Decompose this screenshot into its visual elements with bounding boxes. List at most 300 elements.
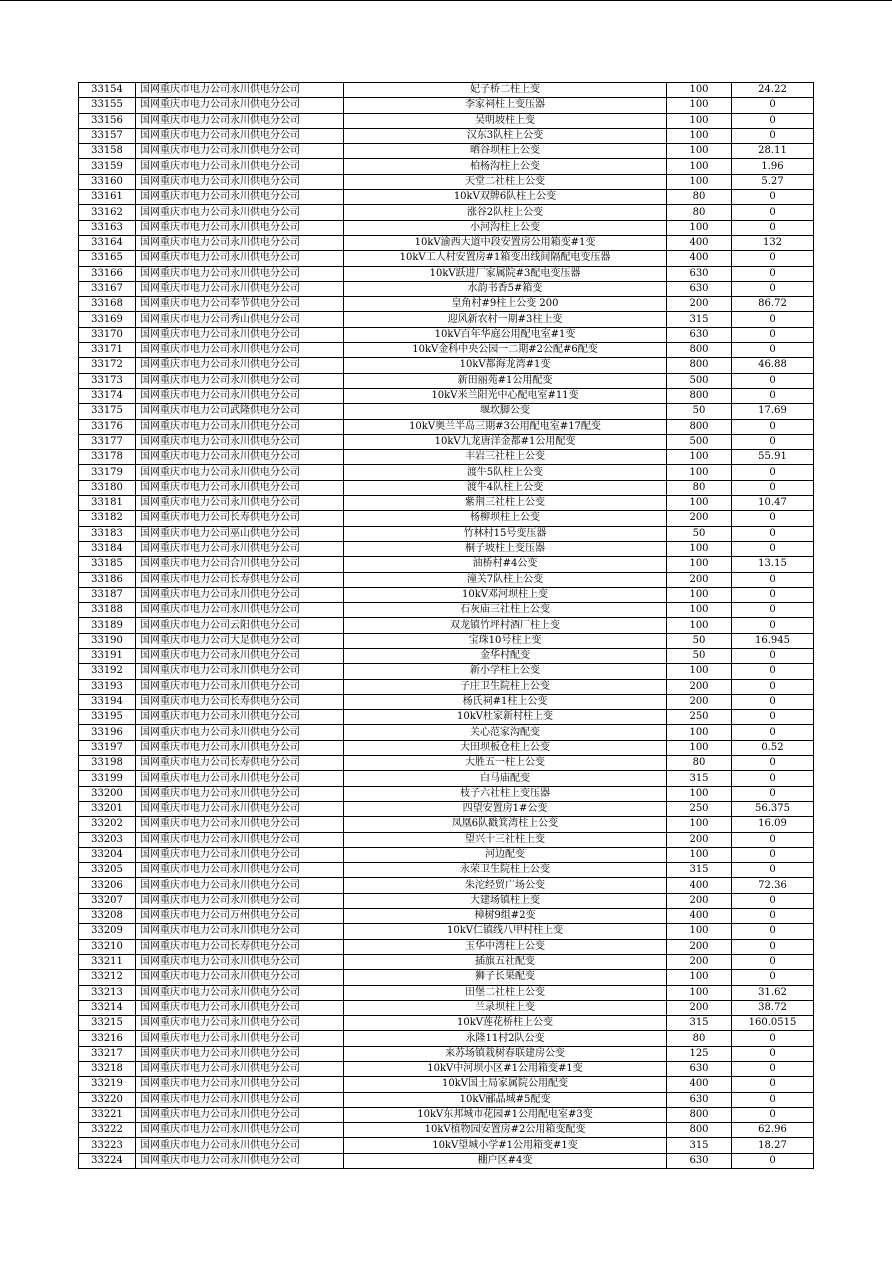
cell-capacity: 100	[667, 725, 732, 740]
cell-value: 0	[732, 909, 814, 924]
cell-transformer-name: 潼关7队柱上公变	[344, 572, 667, 587]
cell-value: 0	[732, 343, 814, 358]
cell-capacity: 100	[667, 128, 732, 143]
cell-capacity: 800	[667, 343, 732, 358]
cell-transformer-name: 玉华中湾柱上公变	[344, 939, 667, 954]
cell-capacity: 50	[667, 633, 732, 648]
cell-company: 国网重庆市电力公司永川供电分公司	[136, 710, 344, 725]
cell-company: 国网重庆市电力公司永川供电分公司	[136, 128, 344, 143]
cell-capacity: 315	[667, 863, 732, 878]
cell-capacity: 200	[667, 954, 732, 969]
table-row	[79, 205, 814, 220]
cell-id: 33183	[79, 526, 136, 541]
table-row	[79, 98, 814, 113]
cell-company: 国网重庆市电力公司合川供电分公司	[136, 557, 344, 572]
transformer-table	[78, 82, 814, 1169]
cell-capacity: 100	[667, 557, 732, 572]
cell-id: 33199	[79, 771, 136, 786]
cell-value: 0	[732, 205, 814, 220]
cell-id: 33214	[79, 1000, 136, 1015]
cell-id: 33209	[79, 924, 136, 939]
cell-transformer-name: 子庄卫生院柱上公变	[344, 679, 667, 694]
cell-transformer-name: 渡牛5队柱上公变	[344, 465, 667, 480]
cell-transformer-name: 凤凰6队戳箕湾柱上公变	[344, 817, 667, 832]
cell-transformer-name: 李家祠柱上变压器	[344, 98, 667, 113]
cell-transformer-name: 新小学柱上公变	[344, 664, 667, 679]
cell-value: 0	[732, 694, 814, 709]
table-row	[79, 1107, 814, 1122]
cell-company: 国网重庆市电力公司永川供电分公司	[136, 725, 344, 740]
cell-company: 国网重庆市电力公司永川供电分公司	[136, 1107, 344, 1122]
cell-capacity: 800	[667, 1123, 732, 1138]
cell-transformer-name: 紫荆三社柱上公变	[344, 496, 667, 511]
cell-id: 33170	[79, 327, 136, 342]
cell-transformer-name: 10kV百年华庭公用配电室#1变	[344, 327, 667, 342]
cell-id: 33154	[79, 83, 136, 98]
cell-transformer-name: 田堡二社柱上公变	[344, 985, 667, 1000]
cell-value: 0	[732, 220, 814, 235]
cell-company: 国网重庆市电力公司奉节供电分公司	[136, 297, 344, 312]
cell-id: 33173	[79, 373, 136, 388]
cell-transformer-name: 杨氏祠#1柱上公变	[344, 694, 667, 709]
cell-transformer-name: 石灰庙三社柱上公变	[344, 603, 667, 618]
table-row	[79, 786, 814, 801]
cell-value: 0	[732, 281, 814, 296]
cell-capacity: 100	[667, 970, 732, 985]
cell-transformer-name: 竹林村15号变压器	[344, 526, 667, 541]
cell-capacity: 100	[667, 98, 732, 113]
cell-company: 国网重庆市电力公司永川供电分公司	[136, 1046, 344, 1061]
cell-transformer-name: 丰岩三社柱上公变	[344, 450, 667, 465]
cell-transformer-name: 10kV九龙唐洋金都#1公用配变	[344, 434, 667, 449]
cell-transformer-name: 10kV奥兰半岛三期#3公用配电室#17配变	[344, 419, 667, 434]
table-row	[79, 1016, 814, 1031]
cell-company: 国网重庆市电力公司永川供电分公司	[136, 266, 344, 281]
cell-company: 国网重庆市电力公司永川供电分公司	[136, 863, 344, 878]
cell-value: 0	[732, 312, 814, 327]
table-row	[79, 954, 814, 969]
cell-transformer-name: 10kV杜家新村柱上变	[344, 710, 667, 725]
table-row	[79, 970, 814, 985]
cell-transformer-name: 10kV邓河坝柱上变	[344, 587, 667, 602]
cell-capacity: 400	[667, 878, 732, 893]
cell-capacity: 50	[667, 526, 732, 541]
cell-id: 33165	[79, 251, 136, 266]
cell-value: 72.36	[732, 878, 814, 893]
cell-company: 国网重庆市电力公司永川供电分公司	[136, 251, 344, 266]
cell-company: 国网重庆市电力公司永川供电分公司	[136, 847, 344, 862]
cell-transformer-name: 天堂二社柱上公变	[344, 174, 667, 189]
table-row	[79, 863, 814, 878]
cell-company: 国网重庆市电力公司永川供电分公司	[136, 144, 344, 159]
cell-value: 0	[732, 847, 814, 862]
cell-company: 国网重庆市电力公司永川供电分公司	[136, 1153, 344, 1168]
cell-value: 28.11	[732, 144, 814, 159]
cell-capacity: 315	[667, 312, 732, 327]
cell-capacity: 800	[667, 1107, 732, 1122]
cell-capacity: 100	[667, 786, 732, 801]
cell-company: 国网重庆市电力公司永川供电分公司	[136, 603, 344, 618]
cell-id: 33198	[79, 756, 136, 771]
cell-value: 0	[732, 725, 814, 740]
cell-company: 国网重庆市电力公司永川供电分公司	[136, 1031, 344, 1046]
table-row	[79, 924, 814, 939]
cell-capacity: 100	[667, 985, 732, 1000]
cell-id: 33184	[79, 541, 136, 556]
cell-company: 国网重庆市电力公司永川供电分公司	[136, 113, 344, 128]
table-row	[79, 878, 814, 893]
table-row	[79, 388, 814, 403]
cell-value: 0	[732, 1062, 814, 1077]
cell-transformer-name: 兰录坝柱上变	[344, 1000, 667, 1015]
cell-value: 24.22	[732, 83, 814, 98]
cell-value: 0	[732, 419, 814, 434]
table-row	[79, 526, 814, 541]
cell-capacity: 100	[667, 174, 732, 189]
cell-company: 国网重庆市电力公司永川供电分公司	[136, 343, 344, 358]
cell-id: 33202	[79, 817, 136, 832]
cell-id: 33175	[79, 404, 136, 419]
cell-id: 33190	[79, 633, 136, 648]
cell-id: 33164	[79, 235, 136, 250]
cell-id: 33167	[79, 281, 136, 296]
cell-company: 国网重庆市电力公司长寿供电分公司	[136, 572, 344, 587]
cell-id: 33208	[79, 909, 136, 924]
cell-id: 33204	[79, 847, 136, 862]
table-row	[79, 251, 814, 266]
cell-transformer-name: 狮子长果配变	[344, 970, 667, 985]
cell-company: 国网重庆市电力公司永川供电分公司	[136, 327, 344, 342]
cell-id: 33213	[79, 985, 136, 1000]
cell-capacity: 315	[667, 1016, 732, 1031]
cell-value: 0	[732, 664, 814, 679]
cell-id: 33218	[79, 1062, 136, 1077]
cell-transformer-name: 涨谷2队柱上公变	[344, 205, 667, 220]
cell-capacity: 200	[667, 893, 732, 908]
cell-capacity: 80	[667, 480, 732, 495]
cell-company: 国网重庆市电力公司永川供电分公司	[136, 985, 344, 1000]
cell-company: 国网重庆市电力公司永川供电分公司	[136, 281, 344, 296]
cell-transformer-name: 小河沟柱上公变	[344, 220, 667, 235]
table-row	[79, 1062, 814, 1077]
cell-id: 33186	[79, 572, 136, 587]
cell-capacity: 100	[667, 664, 732, 679]
cell-company: 国网重庆市电力公司云阳供电分公司	[136, 618, 344, 633]
cell-id: 33176	[79, 419, 136, 434]
table-row	[79, 572, 814, 587]
cell-value: 0	[732, 832, 814, 847]
cell-transformer-name: 渡牛4队柱上公变	[344, 480, 667, 495]
cell-value: 0	[732, 603, 814, 618]
cell-value: 0	[732, 98, 814, 113]
cell-capacity: 630	[667, 281, 732, 296]
cell-capacity: 80	[667, 756, 732, 771]
cell-transformer-name: 10kV莲花桥柱上公变	[344, 1016, 667, 1031]
cell-id: 33166	[79, 266, 136, 281]
table-row	[79, 235, 814, 250]
cell-id: 33222	[79, 1123, 136, 1138]
cell-value: 0	[732, 970, 814, 985]
cell-company: 国网重庆市电力公司长寿供电分公司	[136, 694, 344, 709]
cell-transformer-name: 永隆11村2队公变	[344, 1031, 667, 1046]
cell-company: 国网重庆市电力公司永川供电分公司	[136, 159, 344, 174]
cell-id: 33200	[79, 786, 136, 801]
table-row	[79, 419, 814, 434]
cell-capacity: 80	[667, 190, 732, 205]
table-row	[79, 694, 814, 709]
table-row	[79, 557, 814, 572]
cell-value: 160.0515	[732, 1016, 814, 1031]
cell-transformer-name: 晒谷坝柱上公变	[344, 144, 667, 159]
cell-transformer-name: 枝子六社柱上变压器	[344, 786, 667, 801]
cell-value: 0	[732, 1107, 814, 1122]
cell-capacity: 100	[667, 113, 732, 128]
table-row	[79, 909, 814, 924]
cell-transformer-name: 宝珠10号柱上变	[344, 633, 667, 648]
cell-id: 33159	[79, 159, 136, 174]
table-row	[79, 297, 814, 312]
cell-capacity: 50	[667, 404, 732, 419]
cell-value: 0	[732, 710, 814, 725]
cell-capacity: 630	[667, 1092, 732, 1107]
cell-capacity: 100	[667, 587, 732, 602]
cell-value: 0	[732, 251, 814, 266]
cell-capacity: 400	[667, 235, 732, 250]
cell-transformer-name: 10kV跃进厂家属院#3配电变压器	[344, 266, 667, 281]
cell-transformer-name: 10kV工人村安置房#1箱变出线间隔配电变压器	[344, 251, 667, 266]
cell-id: 33188	[79, 603, 136, 618]
cell-capacity: 200	[667, 939, 732, 954]
cell-value: 0	[732, 587, 814, 602]
cell-transformer-name: 10kV中河坝小区#1公用箱变#1变	[344, 1062, 667, 1077]
cell-transformer-name: 插旗五社配变	[344, 954, 667, 969]
cell-id: 33158	[79, 144, 136, 159]
cell-transformer-name: 迎风新农村一期#3柱上变	[344, 312, 667, 327]
cell-id: 33171	[79, 343, 136, 358]
cell-value: 0	[732, 511, 814, 526]
cell-id: 33220	[79, 1092, 136, 1107]
cell-company: 国网重庆市电力公司永川供电分公司	[136, 235, 344, 250]
cell-company: 国网重庆市电力公司永川供电分公司	[136, 480, 344, 495]
cell-capacity: 500	[667, 373, 732, 388]
cell-value: 18.27	[732, 1138, 814, 1153]
table-row	[79, 1000, 814, 1015]
table-row	[79, 587, 814, 602]
cell-capacity: 100	[667, 618, 732, 633]
table-row	[79, 159, 814, 174]
cell-capacity: 100	[667, 220, 732, 235]
cell-capacity: 200	[667, 694, 732, 709]
cell-company: 国网重庆市电力公司永川供电分公司	[136, 1077, 344, 1092]
cell-capacity: 100	[667, 924, 732, 939]
cell-id: 33194	[79, 694, 136, 709]
cell-company: 国网重庆市电力公司永川供电分公司	[136, 190, 344, 205]
cell-company: 国网重庆市电力公司永川供电分公司	[136, 541, 344, 556]
cell-value: 0	[732, 480, 814, 495]
cell-company: 国网重庆市电力公司永川供电分公司	[136, 878, 344, 893]
cell-transformer-name: 妃子桥二柱上变	[344, 83, 667, 98]
cell-transformer-name: 关心范家沟配变	[344, 725, 667, 740]
cell-transformer-name: 油桥村#4公变	[344, 557, 667, 572]
cell-capacity: 100	[667, 740, 732, 755]
cell-id: 33160	[79, 174, 136, 189]
cell-id: 33174	[79, 388, 136, 403]
cell-company: 国网重庆市电力公司长寿供电分公司	[136, 756, 344, 771]
table-row	[79, 83, 814, 98]
cell-id: 33163	[79, 220, 136, 235]
table-row	[79, 496, 814, 511]
cell-id: 33193	[79, 679, 136, 694]
cell-id: 33161	[79, 190, 136, 205]
table-row	[79, 312, 814, 327]
cell-company: 国网重庆市电力公司永川供电分公司	[136, 450, 344, 465]
cell-company: 国网重庆市电力公司永川供电分公司	[136, 1138, 344, 1153]
cell-value: 62.96	[732, 1123, 814, 1138]
cell-capacity: 315	[667, 771, 732, 786]
cell-value: 0	[732, 373, 814, 388]
cell-capacity: 80	[667, 1031, 732, 1046]
cell-capacity: 100	[667, 83, 732, 98]
cell-company: 国网重庆市电力公司永川供电分公司	[136, 419, 344, 434]
cell-value: 0.52	[732, 740, 814, 755]
cell-value: 0	[732, 648, 814, 663]
cell-company: 国网重庆市电力公司永川供电分公司	[136, 740, 344, 755]
cell-transformer-name: 10kV渝西大道中段安置房公用箱变#1变	[344, 235, 667, 250]
cell-company: 国网重庆市电力公司永川供电分公司	[136, 771, 344, 786]
cell-capacity: 100	[667, 603, 732, 618]
cell-value: 0	[732, 526, 814, 541]
table-row	[79, 1077, 814, 1092]
table-row	[79, 358, 814, 373]
cell-company: 国网重庆市电力公司永川供电分公司	[136, 893, 344, 908]
cell-capacity: 125	[667, 1046, 732, 1061]
cell-company: 国网重庆市电力公司永川供电分公司	[136, 174, 344, 189]
cell-value: 16.945	[732, 633, 814, 648]
cell-transformer-name: 新田丽苑#1公用配变	[344, 373, 667, 388]
cell-id: 33210	[79, 939, 136, 954]
cell-transformer-name: 皇角村#9柱上公变 200	[344, 297, 667, 312]
cell-value: 0	[732, 679, 814, 694]
cell-id: 33187	[79, 587, 136, 602]
cell-company: 国网重庆市电力公司长寿供电分公司	[136, 511, 344, 526]
table-row	[79, 190, 814, 205]
cell-transformer-name: 大胜五一柱上公变	[344, 756, 667, 771]
cell-value: 0	[732, 924, 814, 939]
cell-transformer-name: 汉东3队柱上公变	[344, 128, 667, 143]
cell-id: 33189	[79, 618, 136, 633]
cell-value: 0	[732, 756, 814, 771]
cell-capacity: 630	[667, 266, 732, 281]
table-row	[79, 450, 814, 465]
cell-company: 国网重庆市电力公司大足供电分公司	[136, 633, 344, 648]
cell-capacity: 100	[667, 465, 732, 480]
cell-capacity: 200	[667, 297, 732, 312]
table-row	[79, 756, 814, 771]
cell-company: 国网重庆市电力公司永川供电分公司	[136, 924, 344, 939]
table-row	[79, 679, 814, 694]
cell-id: 33169	[79, 312, 136, 327]
table-row	[79, 511, 814, 526]
table-row	[79, 893, 814, 908]
cell-id: 33162	[79, 205, 136, 220]
cell-value: 10.47	[732, 496, 814, 511]
cell-company: 国网重庆市电力公司永川供电分公司	[136, 954, 344, 969]
cell-company: 国网重庆市电力公司永川供电分公司	[136, 1062, 344, 1077]
table-row	[79, 113, 814, 128]
cell-company: 国网重庆市电力公司永川供电分公司	[136, 373, 344, 388]
cell-transformer-name: 望兴十三社柱上变	[344, 832, 667, 847]
table-row	[79, 343, 814, 358]
cell-id: 33215	[79, 1016, 136, 1031]
cell-id: 33191	[79, 648, 136, 663]
cell-value: 0	[732, 1031, 814, 1046]
table-row	[79, 1031, 814, 1046]
cell-value: 0	[732, 893, 814, 908]
table-row	[79, 985, 814, 1000]
cell-id: 33155	[79, 98, 136, 113]
table-body	[79, 83, 814, 1169]
cell-transformer-name: 白马庙配变	[344, 771, 667, 786]
cell-transformer-name: 10kV望城小学#1公用箱变#1变	[344, 1138, 667, 1153]
cell-id: 33196	[79, 725, 136, 740]
cell-company: 国网重庆市电力公司万州供电分公司	[136, 909, 344, 924]
cell-transformer-name: 10kV双牌6队柱上公变	[344, 190, 667, 205]
cell-transformer-name: 永荣卫生院柱上公变	[344, 863, 667, 878]
cell-company: 国网重庆市电力公司永川供电分公司	[136, 83, 344, 98]
cell-value: 0	[732, 113, 814, 128]
cell-transformer-name: 来苏场镇栽树春联建房公变	[344, 1046, 667, 1061]
cell-transformer-name: 10kV国土局家属院公用配变	[344, 1077, 667, 1092]
cell-value: 0	[732, 128, 814, 143]
cell-value: 86.72	[732, 297, 814, 312]
cell-capacity: 100	[667, 450, 732, 465]
cell-company: 国网重庆市电力公司秀山供电分公司	[136, 312, 344, 327]
cell-value: 0	[732, 618, 814, 633]
cell-capacity: 500	[667, 434, 732, 449]
cell-value: 132	[732, 235, 814, 250]
cell-value: 55.91	[732, 450, 814, 465]
cell-value: 0	[732, 1092, 814, 1107]
cell-capacity: 630	[667, 327, 732, 342]
table-row	[79, 633, 814, 648]
cell-id: 33221	[79, 1107, 136, 1122]
cell-transformer-name: 双龙镇竹坪村酒厂柱上变	[344, 618, 667, 633]
cell-transformer-name: 柏杨沟柱上公变	[344, 159, 667, 174]
cell-value: 0	[732, 1153, 814, 1168]
cell-company: 国网重庆市电力公司永川供电分公司	[136, 801, 344, 816]
table-row	[79, 618, 814, 633]
cell-capacity: 200	[667, 511, 732, 526]
table-row	[79, 847, 814, 862]
table-row	[79, 664, 814, 679]
cell-value: 0	[732, 939, 814, 954]
table-row	[79, 648, 814, 663]
table-row	[79, 480, 814, 495]
cell-company: 国网重庆市电力公司永川供电分公司	[136, 388, 344, 403]
cell-transformer-name: 吴明坡柱上变	[344, 113, 667, 128]
cell-capacity: 50	[667, 648, 732, 663]
cell-id: 33223	[79, 1138, 136, 1153]
cell-id: 33224	[79, 1153, 136, 1168]
table-row	[79, 174, 814, 189]
cell-transformer-name: 大建场镇柱上变	[344, 893, 667, 908]
cell-id: 33185	[79, 557, 136, 572]
cell-id: 33212	[79, 970, 136, 985]
cell-id: 33181	[79, 496, 136, 511]
table-row	[79, 373, 814, 388]
cell-value: 46.88	[732, 358, 814, 373]
cell-value: 0	[732, 572, 814, 587]
